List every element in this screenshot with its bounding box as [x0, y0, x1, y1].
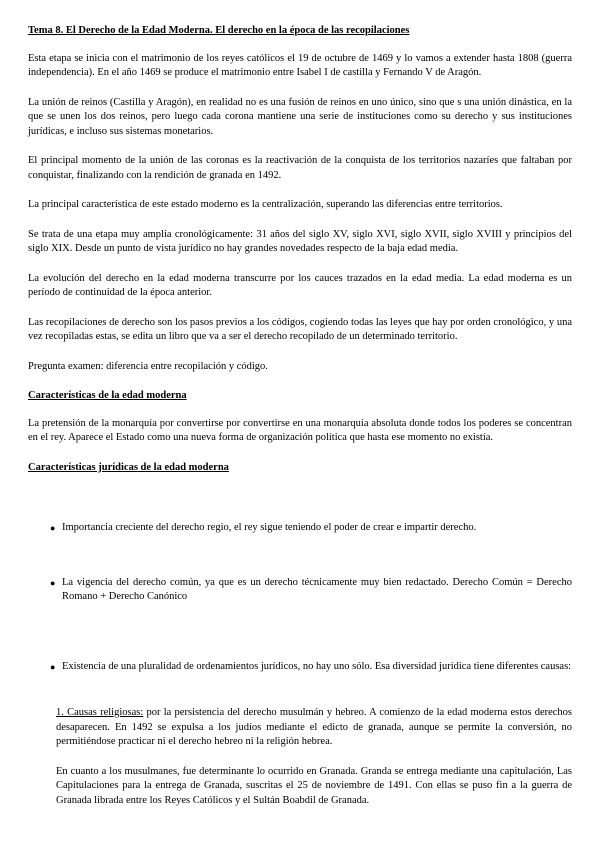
paragraph-recopilaciones: Las recopilaciones de derecho son los pasos previos a los códigos, cogiendo todas las leyes que hay por orden cronológico, y una vez recopiladas estas, se edita un libro que va a ser el derecho recopilado de un determinado territorio.	[28, 316, 572, 342]
section-heading-legal-characteristics: Características jurídicas de la edad moderna	[28, 461, 229, 473]
paragraph-evolution: La evolución del derecho en la edad moderna transcurre por los cauces trazados en la edad media. La edad moderna es un período de continuidad de la época anterior.	[28, 272, 572, 298]
list-item	[28, 660, 572, 675]
list-item	[28, 521, 572, 536]
causes-religious-label: 1. Causas religiosas:	[56, 707, 144, 718]
bullet-icon: ●	[50, 577, 56, 588]
list-item-text: La vigencia del derecho común, ya que es un derecho técnicamente muy bien redactado. Derecho Común = Derecho Romano + Derecho Canónico	[62, 576, 572, 602]
paragraph-centralization: La principal característica de este estado moderno es la centralización, superando las diferencias entre territorios.	[28, 199, 503, 210]
bullet-list	[28, 521, 572, 674]
document-page	[28, 24, 572, 808]
list-item-text: Importancia creciente del derecho regio, el rey sigue teniendo el poder de crear e impartir derecho.	[62, 522, 477, 533]
section-heading-characteristics: Características de la edad moderna	[28, 390, 187, 401]
paragraph-exam-question: Pregunta examen: diferencia entre recopilación y código.	[28, 360, 268, 372]
causes-religious-text: por la persistencia del derecho musulmán y hebreo. A comienzo de la edad moderna estos derechos desaparecen. En 1492 se expulsa a los judíos mediante el edicto de granada, aunque se permite la conversión, no permitiéndose practicar ni el derecho hebreo ni la religión hebrea.	[56, 707, 573, 747]
causes-religious-paragraph	[28, 706, 572, 750]
causes-muslims-paragraph: En cuanto a los musulmanes, fue determinante lo ocurrido en Granada. Granda se entrega mediante una capitulación, Las Capitulaciones para la entrega de Granada, suscritas el 25 de noviembre de 1491. Con ellas se puso fin a la guerra de Granada librada entre los Reyes Católicos y el Sultán Boabdil de Granada.	[56, 765, 572, 806]
paragraph-monarchy: La pretensión de la monarquía por convertirse por convertirse en una monarquía absoluta donde todos los poderes se concentran en el rey. Aparece el Estado como una nueva forma de organización política que hasta ese momento no existía.	[28, 417, 572, 443]
bullet-icon: ●	[50, 661, 56, 672]
paragraph-chronology: Se trata de una etapa muy amplia cronológicamente: 31 años del siglo XV, siglo XVI, siglo XVII, siglo XVIII y principios del siglo XIX. Desde un punto de vista jurídico no hay grandes novedades respecto de la baja edad media.	[28, 228, 572, 254]
list-item	[28, 576, 572, 605]
bullet-icon: ●	[50, 523, 56, 533]
list-item-text: Existencia de una pluralidad de ordenamientos jurídicos, no hay uno sólo. Esa diversidad jurídica tiene diferentes causas:	[62, 660, 572, 672]
paragraph-union: La unión de reinos (Castilla y Aragón), en realidad no es una fusión de reinos en uno único, sino que s una unión dinástica, en la que se unen los dos reinos, pero luego cada corona mantiene una serie de instituciones como su derecho y sus instituciones jurídicas, e incluso sus sistemas monetarios.	[28, 96, 572, 137]
paragraph-intro: Esta etapa se inicia con el matrimonio de los reyes católicos el 19 de octubre de 1469 y lo vamos a extender hasta 1808 (guerra independencia). En el año 1469 se produce el matrimonio entre Isabel I de castilla y Fernando V de Aragón.	[28, 52, 572, 78]
document-title: Tema 8. El Derecho de la Edad Moderna. El derecho en la época de las recopilaciones	[28, 25, 410, 36]
paragraph-conquest: El principal momento de la unión de las coronas es la reactivación de la conquista de los territorios nazaríes que faltaban por conquistar, finalizando con la rendición de granada en 1492.	[28, 155, 572, 181]
